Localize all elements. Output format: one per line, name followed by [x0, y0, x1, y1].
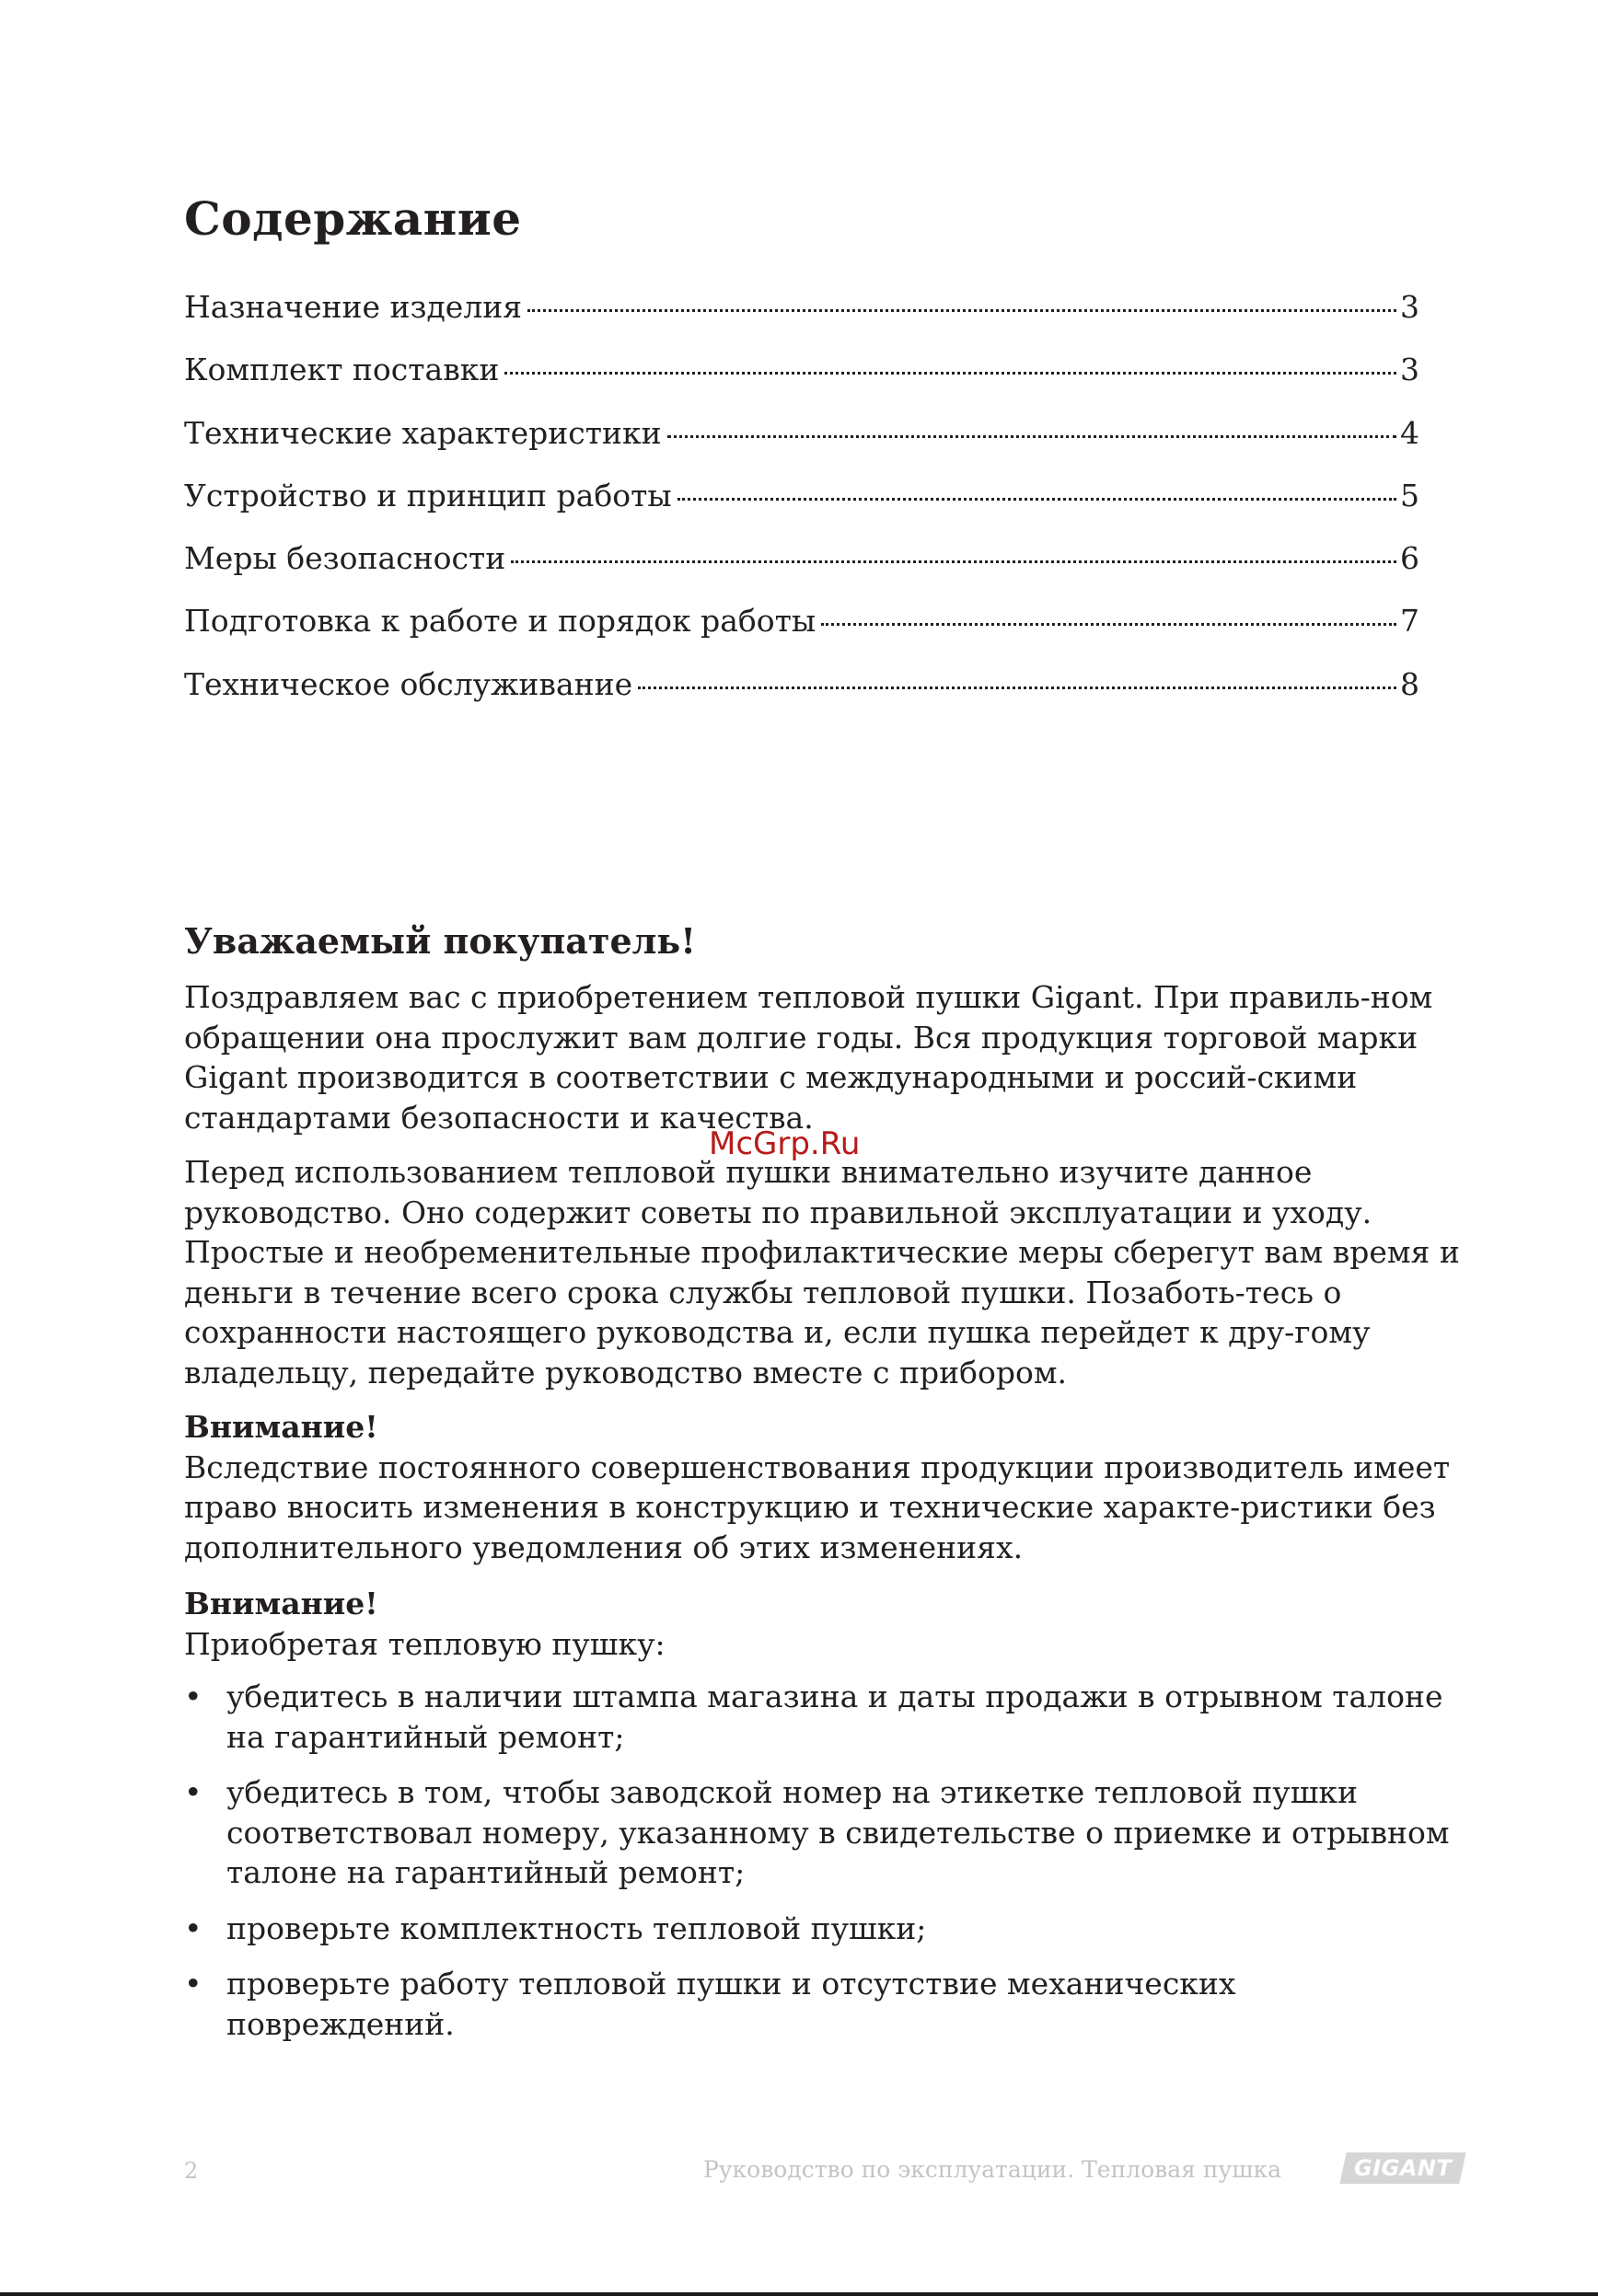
list-item-text: убедитесь в том, чтобы заводской номер на этикетке тепловой пушки соответствовал номеру, указанному в свидетельстве о приемке и отрывном талоне на гарантийный ремонт; [226, 1774, 1450, 1890]
list-item-text: убедитесь в наличии штампа магазина и даты продажи в отрывном талоне на гарантийный ремонт; [226, 1679, 1443, 1755]
page-number: 2 [184, 2158, 199, 2184]
greeting-heading: Уважаемый покупатель! [184, 920, 696, 962]
toc-item-page: 7 [1400, 603, 1419, 640]
list-item [184, 1909, 1473, 1949]
toc-leader-dots [638, 686, 1396, 689]
toc-item[interactable] [184, 538, 1419, 601]
toc-item-page: 6 [1400, 540, 1419, 577]
warning-title: Внимание! [184, 1586, 378, 1621]
toc-item-page: 8 [1400, 665, 1419, 702]
bullet-icon: • [184, 1909, 203, 1946]
toc-leader-dots [527, 309, 1396, 312]
toc-title: Содержание [184, 191, 522, 246]
toc-item[interactable] [184, 476, 1419, 538]
warning-text: Вследствие постоянного совершенствования продукции производитель имеет право вносить изменения в конструкцию и технические характе-ристики без дополнительного уведомления об этих изменениях. [184, 1448, 1451, 1565]
list-item [184, 1677, 1473, 1757]
list-item [184, 1772, 1473, 1893]
toc-item[interactable] [184, 601, 1419, 663]
toc-item[interactable] [184, 287, 1419, 350]
toc-item[interactable] [184, 350, 1419, 412]
bullet-icon: • [184, 1966, 203, 2002]
table-of-contents [184, 287, 1419, 727]
intro-paragraph: Поздравляем вас с приобретением тепловой пушки Gigant. При правиль-ном обращении она прослужит вам долгие годы. Вся продукция торговой марки Gigant производится в соответствии с международными и россий-скими стандартами безопасности и качества. [184, 979, 1433, 1136]
bottom-border [0, 2292, 1598, 2296]
bullet-icon: • [184, 1774, 203, 1810]
warning-title: Внимание! [184, 1409, 378, 1445]
list-item [184, 1964, 1473, 2044]
toc-item-label: Назначение изделия [184, 289, 523, 325]
toc-item[interactable] [184, 664, 1419, 727]
toc-item-label: Технические характеристики [184, 414, 662, 451]
toc-leader-dots [667, 435, 1396, 438]
footer-title: Руководство по эксплуатации. Тепловая пушка [702, 2156, 1281, 2183]
bullet-icon: • [184, 1679, 203, 1714]
toc-item-label: Техническое обслуживание [184, 665, 633, 702]
toc-item-label: Меры безопасности [184, 540, 506, 577]
list-item-text: проверьте работу тепловой пушки и отсутствие механических повреждений. [226, 1966, 1236, 2042]
toc-item-label: Устройство и принцип работы [184, 477, 672, 513]
usage-paragraph: Перед использованием тепловой пушки внимательно изучите данное руководство. Оно содержит советы по правильной эксплуатации и уходу. Простые и необременительные профилактические меры сберегут вам время и деньги в течение всего срока службы тепловой пушки. Позаботь-тесь о сохранности настоящего руководства и, если пушка перейдет к дру-гому владельцу, передайте руководство вместе с прибором. [184, 1154, 1460, 1390]
toc-leader-dots [504, 372, 1396, 375]
list-item-text: проверьте комплектность тепловой пушки; [226, 1909, 927, 1946]
main-content [184, 918, 1473, 2059]
watermark: McGrp.Ru [709, 1125, 861, 1162]
gigant-logo [1339, 2152, 1465, 2184]
checklist [184, 1677, 1473, 2044]
toc-item-page: 4 [1400, 414, 1419, 451]
logo-text: GIGANT [1353, 2155, 1453, 2181]
toc-item-page: 3 [1400, 352, 1419, 388]
toc-item-label: Подготовка к работе и порядок работы [184, 603, 816, 640]
toc-item[interactable] [184, 413, 1419, 476]
toc-leader-dots [677, 498, 1396, 501]
toc-item-label: Комплект поставки [184, 352, 500, 388]
toc-leader-dots [821, 623, 1396, 626]
toc-item-page: 3 [1400, 289, 1419, 325]
toc-item-page: 5 [1400, 477, 1419, 513]
toc-leader-dots [511, 560, 1396, 563]
warning-text: Приобретая тепловую пушку: [184, 1625, 666, 1662]
